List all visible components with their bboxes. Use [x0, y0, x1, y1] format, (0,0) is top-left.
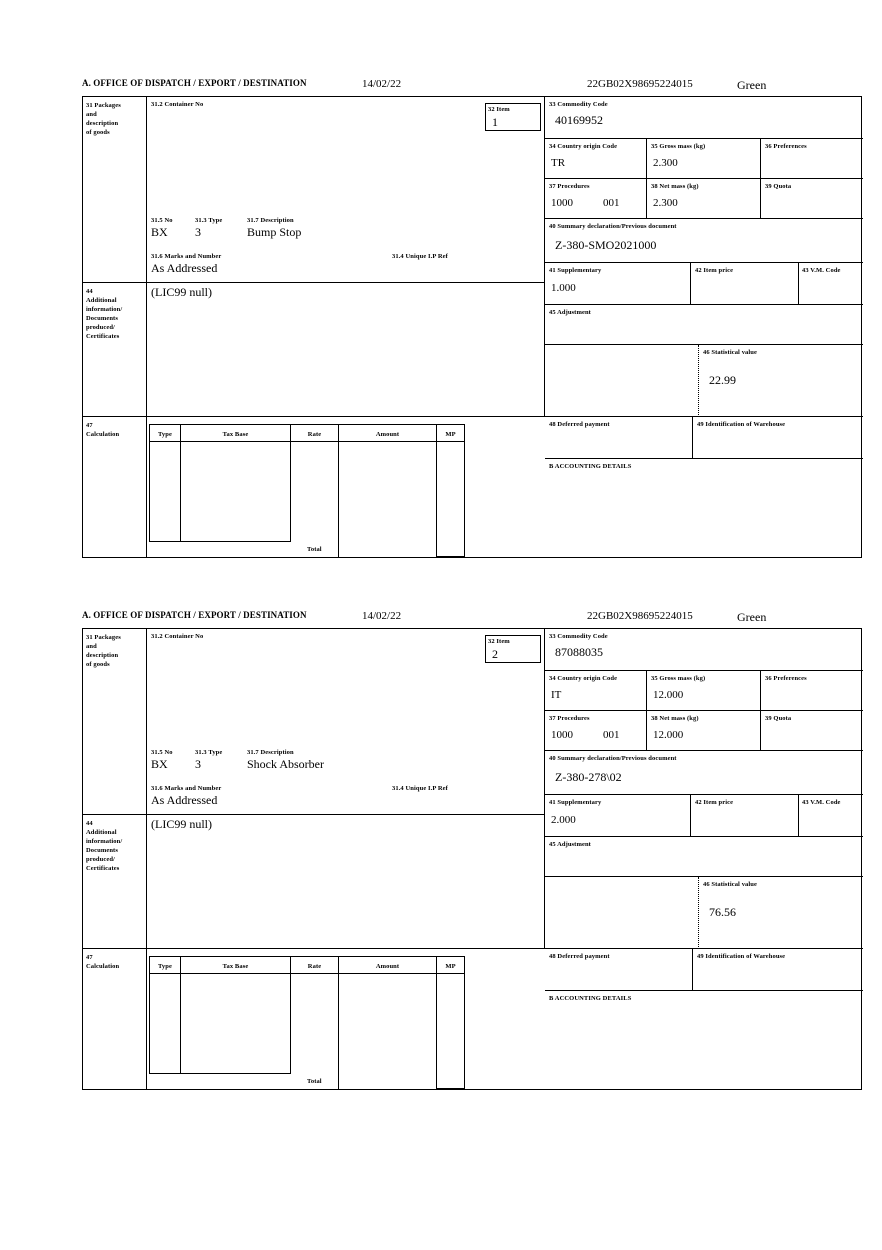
- goods-description-value: Bump Stop: [247, 225, 302, 239]
- box-41-label: 41 Supplementary: [549, 267, 602, 274]
- country-origin-value: TR: [551, 157, 566, 169]
- lane-status-2: Green: [737, 610, 767, 624]
- box-44-label-line3: information/: [86, 306, 123, 313]
- procedure-code-value: 1000: [551, 197, 573, 209]
- calc-cell-mp: [437, 442, 465, 557]
- box-47-label-cell-2: [83, 949, 147, 1090]
- box-31-label-cell-2: [83, 629, 147, 815]
- calc-col-taxbase-header: [181, 424, 291, 442]
- box-b-accounting-cell: [545, 459, 863, 558]
- calc-cell-taxbase-2: [181, 974, 291, 1074]
- box-37-label-2: 37 Procedures: [549, 715, 590, 722]
- box-42-label: 42 Item price: [695, 267, 734, 274]
- box-42-label-2: 42 Item price: [695, 799, 734, 806]
- package-number-value: BX: [151, 225, 168, 239]
- box-b-label-2: B ACCOUNTING DETAILS: [549, 995, 632, 1002]
- box-43-vm-code-cell: [799, 263, 863, 305]
- calc-col-rate-label: Rate: [307, 431, 322, 438]
- box-41-supplementary-cell: [545, 263, 691, 305]
- box-46-label-2: 46 Statistical value: [703, 881, 757, 888]
- box-31-label-2-line2: and: [86, 643, 97, 650]
- calc-col-type-header: [149, 424, 181, 442]
- commodity-code-value-2: 87088035: [555, 645, 603, 659]
- box-46-left-blank-cell: [545, 345, 699, 417]
- box-36-preferences-cell-2: [761, 671, 863, 711]
- calc-rate-value: [291, 442, 338, 446]
- commodity-code-value: 40169952: [555, 113, 603, 127]
- box-38-net-mass-cell: [647, 179, 761, 219]
- calc-type-value: [150, 442, 180, 446]
- calc-mp-value-2: [437, 974, 464, 978]
- box-31-label-line3: description: [86, 120, 119, 127]
- declaration-grid-2: [82, 628, 862, 1090]
- box-31-3-label: 31.3 Type: [195, 217, 223, 224]
- box-31-6-label: 31.6 Marks and Number: [151, 253, 222, 260]
- calc-col-taxbase-header-2: [181, 956, 291, 974]
- box-31-7-label-2: 31.7 Description: [247, 749, 294, 756]
- declaration-form-2: [82, 610, 862, 1090]
- statistical-value-2: 76.56: [709, 905, 736, 919]
- box-48-label-2: 48 Deferred payment: [549, 953, 610, 960]
- additional-procedure-code-value: 001: [603, 197, 620, 209]
- calc-type-value-2: [150, 974, 180, 978]
- box-44-label-line1: 44: [86, 288, 93, 295]
- country-origin-value-2: IT: [551, 689, 562, 701]
- box-35-gross-mass-cell: [647, 139, 761, 179]
- box-39-quota-cell: [761, 179, 863, 219]
- box-47-label-line1: 47: [86, 422, 93, 429]
- calc-col-type-label-2: Type: [157, 963, 172, 970]
- box-39-label-2: 39 Quota: [765, 715, 792, 722]
- box-45-label: 45 Adjustment: [549, 309, 591, 316]
- box-31-5-label-2: 31.5 No: [151, 749, 173, 756]
- box-40-label-2: 40 Summary declaration/Previous document: [549, 755, 677, 762]
- box-49-label-2: 49 Identification of Warehouse: [697, 953, 786, 960]
- calc-cell-amount-2: [339, 974, 437, 1089]
- box-33-label-2: 33 Commodity Code: [549, 633, 608, 640]
- box-32-label-2: 32 Item: [488, 638, 510, 645]
- calc-total-label-2: Total: [307, 1078, 322, 1085]
- calc-cell-amount: [339, 442, 437, 557]
- box-31-5-label: 31.5 No: [151, 217, 173, 224]
- box-32-label: 32 Item: [488, 106, 510, 113]
- box-32-item-cell: [485, 103, 541, 131]
- box-47-label-cell: [83, 417, 147, 558]
- box-42-item-price-cell: [691, 263, 799, 305]
- box-36-preferences-cell: [761, 139, 863, 179]
- box-36-label: 36 Preferences: [765, 143, 807, 150]
- box-44-label-2-line5: produced/: [86, 856, 115, 863]
- calc-col-rate-header: [291, 424, 339, 442]
- calc-col-type-label: Type: [157, 431, 172, 438]
- calc-cell-rate: [291, 442, 339, 557]
- declaration-date-2: 14/02/22: [362, 610, 402, 622]
- form-header-1: [82, 78, 862, 96]
- movement-reference-number: 22GB02X98695224015: [587, 78, 693, 90]
- box-37-label: 37 Procedures: [549, 183, 590, 190]
- net-mass-value: 2.300: [653, 197, 678, 209]
- box-40-label: 40 Summary declaration/Previous document: [549, 223, 677, 230]
- calc-cell-taxbase: [181, 442, 291, 542]
- calc-cell-rate-2: [291, 974, 339, 1089]
- statistical-value: 22.99: [709, 373, 736, 387]
- box-32-item-cell-2: [485, 635, 541, 663]
- box-31-label-2-line4: of goods: [86, 661, 110, 668]
- supplementary-units-value: 1.000: [551, 282, 576, 294]
- calc-amount-value: [339, 442, 436, 446]
- calc-col-rate-label-2: Rate: [307, 963, 322, 970]
- box-31-label-line1: 31 Packages: [86, 102, 121, 109]
- declaration-grid-1: [82, 96, 862, 558]
- calc-taxbase-value: [181, 442, 290, 446]
- box-31-label-line4: of goods: [86, 129, 110, 136]
- box-44-label-2-line6: Certificates: [86, 865, 120, 872]
- gross-mass-value-2: 12.000: [653, 689, 684, 701]
- box-44-label-line6: Certificates: [86, 333, 120, 340]
- box-35-label: 35 Gross mass (kg): [651, 143, 706, 150]
- office-label-2: A. OFFICE OF DISPATCH / EXPORT / DESTINATION: [82, 610, 307, 620]
- calc-col-amount-header: [339, 424, 437, 442]
- box-34-label-2: 34 Country origin Code: [549, 675, 618, 682]
- calc-col-taxbase-label-2: Tax Base: [222, 963, 249, 970]
- previous-document-value: Z-380-SMO2021000: [555, 238, 657, 252]
- calc-amount-value-2: [339, 974, 436, 978]
- item-number-value: 1: [492, 115, 498, 129]
- net-mass-value-2: 12.000: [653, 729, 684, 741]
- box-44-label-cell: [83, 283, 147, 417]
- box-34-origin-cell: [545, 139, 647, 179]
- box-46-label: 46 Statistical value: [703, 349, 757, 356]
- box-41-supplementary-cell-2: [545, 795, 691, 837]
- box-44-label-2-line1: 44: [86, 820, 93, 827]
- gross-mass-value: 2.300: [653, 157, 678, 169]
- calc-col-amount-header-2: [339, 956, 437, 974]
- box-45-adjustment-cell: [545, 305, 863, 345]
- form-header-2: [82, 610, 862, 628]
- box-44-label-2-line2: Additional: [86, 829, 117, 836]
- goods-description-value-2: Shock Absorber: [247, 757, 324, 771]
- lane-status: Green: [737, 78, 767, 92]
- additional-information-value: (LIC99 null): [151, 285, 212, 299]
- box-33-commodity-cell: [545, 97, 863, 139]
- box-42-item-price-cell-2: [691, 795, 799, 837]
- box-35-gross-mass-cell-2: [647, 671, 761, 711]
- declaration-form-1: [82, 78, 862, 558]
- box-46-left-blank-cell-2: [545, 877, 699, 949]
- box-40-previous-document-cell-2: [545, 751, 863, 795]
- calculation-table: [147, 417, 545, 558]
- calc-cell-type-2: [149, 974, 181, 1074]
- box-31-label-2-line1: 31 Packages: [86, 634, 121, 641]
- box-49-label: 49 Identification of Warehouse: [697, 421, 786, 428]
- calc-col-mp-header-2: [437, 956, 465, 974]
- box-34-origin-cell-2: [545, 671, 647, 711]
- box-49-warehouse-cell-2: [693, 949, 863, 991]
- supplementary-units-value-2: 2.000: [551, 814, 576, 826]
- box-35-label-2: 35 Gross mass (kg): [651, 675, 706, 682]
- box-45-adjustment-cell-2: [545, 837, 863, 877]
- box-31-2-label: 31.2 Container No: [151, 101, 204, 108]
- box-b-accounting-cell-2: [545, 991, 863, 1090]
- box-49-warehouse-cell: [693, 417, 863, 459]
- box-34-label: 34 Country origin Code: [549, 143, 618, 150]
- calc-col-rate-header-2: [291, 956, 339, 974]
- box-47-label-2-line1: 47: [86, 954, 93, 961]
- box-31-2-label-2: 31.2 Container No: [151, 633, 204, 640]
- box-47-label-line2: Calculation: [86, 431, 120, 438]
- calc-col-type-header-2: [149, 956, 181, 974]
- box-44-content-cell: [147, 283, 545, 417]
- box-47-label-2-line2: Calculation: [86, 963, 120, 970]
- calc-col-amount-label-2: Amount: [375, 963, 400, 970]
- box-31-4-label: 31.4 Unique I.P Ref: [392, 253, 448, 260]
- box-38-net-mass-cell-2: [647, 711, 761, 751]
- box-39-label: 39 Quota: [765, 183, 792, 190]
- calc-mp-value: [437, 442, 464, 446]
- box-38-label: 38 Net mass (kg): [651, 183, 699, 190]
- box-38-label-2: 38 Net mass (kg): [651, 715, 699, 722]
- box-31-3-label-2: 31.3 Type: [195, 749, 223, 756]
- item-number-value-2: 2: [492, 647, 498, 661]
- box-44-label-2-line3: information/: [86, 838, 123, 845]
- box-31-4-label-2: 31.4 Unique I.P Ref: [392, 785, 448, 792]
- box-44-content-cell-2: [147, 815, 545, 949]
- calc-cell-type: [149, 442, 181, 542]
- additional-procedure-code-value-2: 001: [603, 729, 620, 741]
- movement-reference-number-2: 22GB02X98695224015: [587, 610, 693, 622]
- calc-col-mp-label-2: MP: [445, 963, 456, 970]
- package-number-value-2: BX: [151, 757, 168, 771]
- calc-col-mp-header: [437, 424, 465, 442]
- box-36-label-2: 36 Preferences: [765, 675, 807, 682]
- box-44-label-line4: Documents: [86, 315, 118, 322]
- calculation-table-2: [147, 949, 545, 1090]
- calc-rate-value-2: [291, 974, 338, 978]
- box-46-statistical-value-cell-2: [699, 877, 863, 949]
- box-31-label-2-line3: description: [86, 652, 119, 659]
- additional-information-value-2: (LIC99 null): [151, 817, 212, 831]
- box-39-quota-cell-2: [761, 711, 863, 751]
- calc-cell-mp-2: [437, 974, 465, 1089]
- calc-col-mp-label: MP: [445, 431, 456, 438]
- box-48-label: 48 Deferred payment: [549, 421, 610, 428]
- box-48-deferred-payment-cell: [545, 417, 693, 459]
- box-31-6-label-2: 31.6 Marks and Number: [151, 785, 222, 792]
- box-37-procedures-cell: [545, 179, 647, 219]
- box-31-7-label: 31.7 Description: [247, 217, 294, 224]
- box-31-label-cell: [83, 97, 147, 283]
- box-45-label-2: 45 Adjustment: [549, 841, 591, 848]
- procedure-code-value-2: 1000: [551, 729, 573, 741]
- marks-and-number-value: As Addressed: [151, 261, 218, 275]
- box-44-label-line5: produced/: [86, 324, 115, 331]
- box-37-procedures-cell-2: [545, 711, 647, 751]
- calc-total-label: Total: [307, 546, 322, 553]
- package-type-value-2: 3: [195, 757, 201, 771]
- office-label: A. OFFICE OF DISPATCH / EXPORT / DESTINATION: [82, 78, 307, 88]
- previous-document-value-2: Z-380-278\02: [555, 770, 622, 784]
- box-41-label-2: 41 Supplementary: [549, 799, 602, 806]
- package-type-value: 3: [195, 225, 201, 239]
- box-46-statistical-value-cell: [699, 345, 863, 417]
- box-44-label-2-line4: Documents: [86, 847, 118, 854]
- box-43-label: 43 V.M. Code: [802, 267, 841, 274]
- box-31-label-line2: and: [86, 111, 97, 118]
- box-44-label-line2: Additional: [86, 297, 117, 304]
- declaration-date: 14/02/22: [362, 78, 402, 90]
- calc-col-taxbase-label: Tax Base: [222, 431, 249, 438]
- calc-taxbase-value-2: [181, 974, 290, 978]
- box-43-vm-code-cell-2: [799, 795, 863, 837]
- marks-and-number-value-2: As Addressed: [151, 793, 218, 807]
- box-43-label-2: 43 V.M. Code: [802, 799, 841, 806]
- box-33-label: 33 Commodity Code: [549, 101, 608, 108]
- box-48-deferred-payment-cell-2: [545, 949, 693, 991]
- box-40-previous-document-cell: [545, 219, 863, 263]
- box-b-label: B ACCOUNTING DETAILS: [549, 463, 632, 470]
- box-33-commodity-cell-2: [545, 629, 863, 671]
- box-44-label-cell-2: [83, 815, 147, 949]
- calc-col-amount-label: Amount: [375, 431, 400, 438]
